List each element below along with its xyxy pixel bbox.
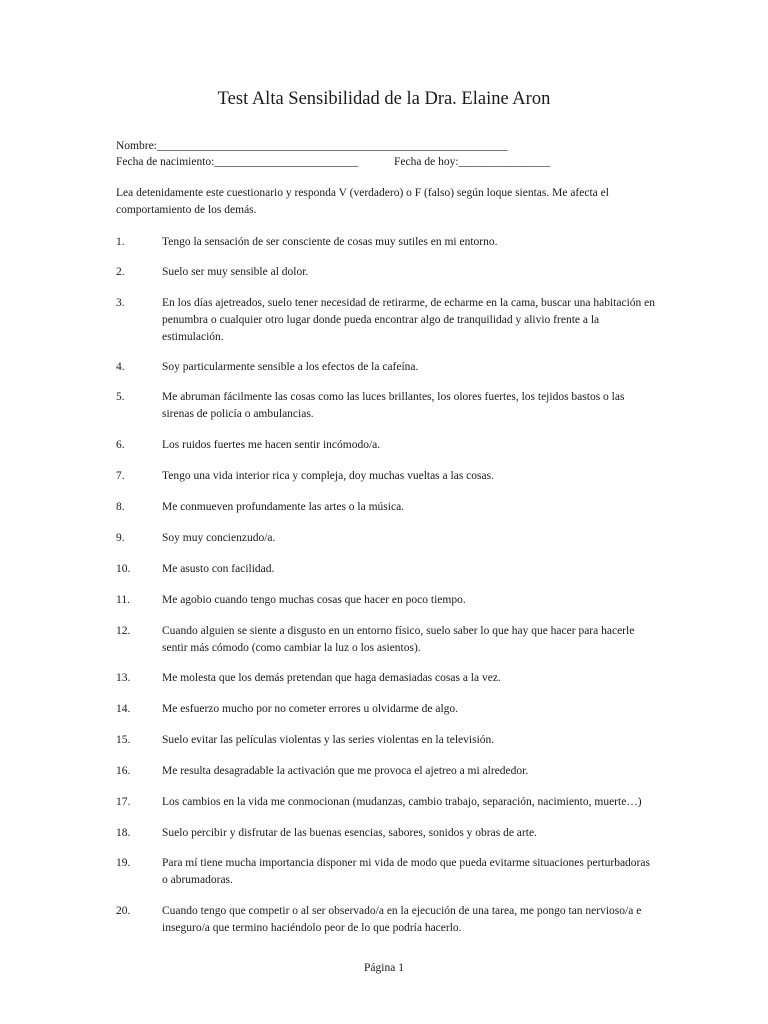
question-text: Me conmueven profundamente las artes o la música. xyxy=(162,501,405,513)
question-number: 20. xyxy=(116,905,131,917)
question-number: 9. xyxy=(116,532,125,544)
question-number: 10. xyxy=(116,563,131,575)
question-text: Me molesta que los demás pretendan que haga demasiadas cosas a la vez. xyxy=(162,672,501,684)
fecha-nacimiento-field: Fecha de nacimiento:_________________________ xyxy=(116,156,359,168)
question-number: 11. xyxy=(116,594,130,606)
question-number: 8. xyxy=(116,501,125,513)
question-number: 12. xyxy=(116,625,131,637)
question-text: Me resulta desagradable la activación que me provoca el ajetreo a mi alrededor. xyxy=(162,765,529,777)
question-number: 3. xyxy=(116,297,125,309)
question-item xyxy=(116,903,656,937)
fecha-hoy-field: Fecha de hoy:________________ xyxy=(394,156,551,168)
question-text: Cuando tengo que competir o al ser observado/a en la ejecución de una tarea, me pongo tan nervioso/a e inseguro/a que termino haciéndolo peor de lo que podría hacerlo. xyxy=(162,905,642,934)
question-item xyxy=(116,763,656,780)
question-item xyxy=(116,561,656,578)
question-text: Los ruidos fuertes me hacen sentir incómodo/a. xyxy=(162,439,381,451)
question-number: 17. xyxy=(116,796,131,808)
question-number: 18. xyxy=(116,827,131,839)
question-number: 13. xyxy=(116,672,131,684)
question-item xyxy=(116,670,656,687)
question-item xyxy=(116,623,656,657)
question-item xyxy=(116,855,656,889)
question-number: 7. xyxy=(116,470,125,482)
page-title: Test Alta Sensibilidad de la Dra. Elaine Aron xyxy=(217,89,551,109)
question-item xyxy=(116,592,656,609)
question-number: 15. xyxy=(116,734,131,746)
instructions-paragraph: Lea detenidamente este cuestionario y responda V (verdadero) o F (falso) según loque sientas. Me afecta el comportamiento de los demás. xyxy=(116,187,609,216)
question-text: En los días ajetreados, suelo tener necesidad de retirarme, de echarme en la cama, buscar una habitación en penumbra o cualquier otro lugar donde pueda encontrar algo de tranquilidad y alivio frente a la estimulación. xyxy=(162,297,655,343)
page-number: Página 1 xyxy=(364,962,404,974)
question-text: Cuando alguien se siente a disgusto en un entorno físico, suelo saber lo que hay que hacer para hacerle sentir más cómodo (como cambiar la luz o los asientos). xyxy=(162,625,635,654)
question-item xyxy=(116,732,656,749)
question-text: Me asusto con facilidad. xyxy=(162,563,275,575)
question-text: Tengo una vida interior rica y compleja, doy muchas vueltas a las cosas. xyxy=(162,470,494,482)
question-text: Para mí tiene mucha importancia disponer mi vida de modo que pueda evitarme situaciones perturbadoras o abrumadoras. xyxy=(162,857,650,886)
question-text: Suelo ser muy sensible al dolor. xyxy=(162,266,309,278)
question-item xyxy=(116,825,656,842)
question-item xyxy=(116,530,656,547)
question-item xyxy=(116,499,656,516)
question-item xyxy=(116,389,656,423)
question-text: Me esfuerzo mucho por no cometer errores u olvidarme de algo. xyxy=(162,703,459,715)
question-text: Me abruman fácilmente las cosas como las luces brillantes, los olores fuertes, los tejidos bastos o las sirenas de policía o ambulancias. xyxy=(162,391,625,420)
question-number: 6. xyxy=(116,439,125,451)
question-text: Suelo evitar las películas violentas y las series violentas en la televisión. xyxy=(162,734,495,746)
question-item xyxy=(116,701,656,718)
question-number: 19. xyxy=(116,857,131,869)
question-text: Tengo la sensación de ser consciente de cosas muy sutiles en mi entorno. xyxy=(162,236,498,248)
question-text: Soy muy concienzudo/a. xyxy=(162,532,276,544)
question-item xyxy=(116,468,656,485)
question-item xyxy=(116,794,656,811)
question-item xyxy=(116,437,656,454)
question-item xyxy=(116,359,656,376)
question-number: 4. xyxy=(116,361,125,373)
question-text: Suelo percibir y disfrutar de las buenas esencias, sabores, sonidos y obras de arte. xyxy=(162,827,537,839)
question-text: Soy particularmente sensible a los efectos de la cafeína. xyxy=(162,361,419,373)
question-item xyxy=(116,264,656,281)
question-text: Los cambios en la vida me conmocionan (mudanzas, cambio trabajo, separación, nacimiento, muerte…) xyxy=(162,796,642,808)
question-number: 16. xyxy=(116,765,131,777)
question-number: 14. xyxy=(116,703,131,715)
question-item xyxy=(116,234,656,251)
question-number: 5. xyxy=(116,391,125,403)
nombre-field: Nombre:_____________________________________________________________ xyxy=(116,140,508,152)
question-text: Me agobio cuando tengo muchas cosas que hacer en poco tiempo. xyxy=(162,594,466,606)
question-number: 2. xyxy=(116,266,125,278)
question-item xyxy=(116,295,656,346)
question-number: 1. xyxy=(116,236,125,248)
